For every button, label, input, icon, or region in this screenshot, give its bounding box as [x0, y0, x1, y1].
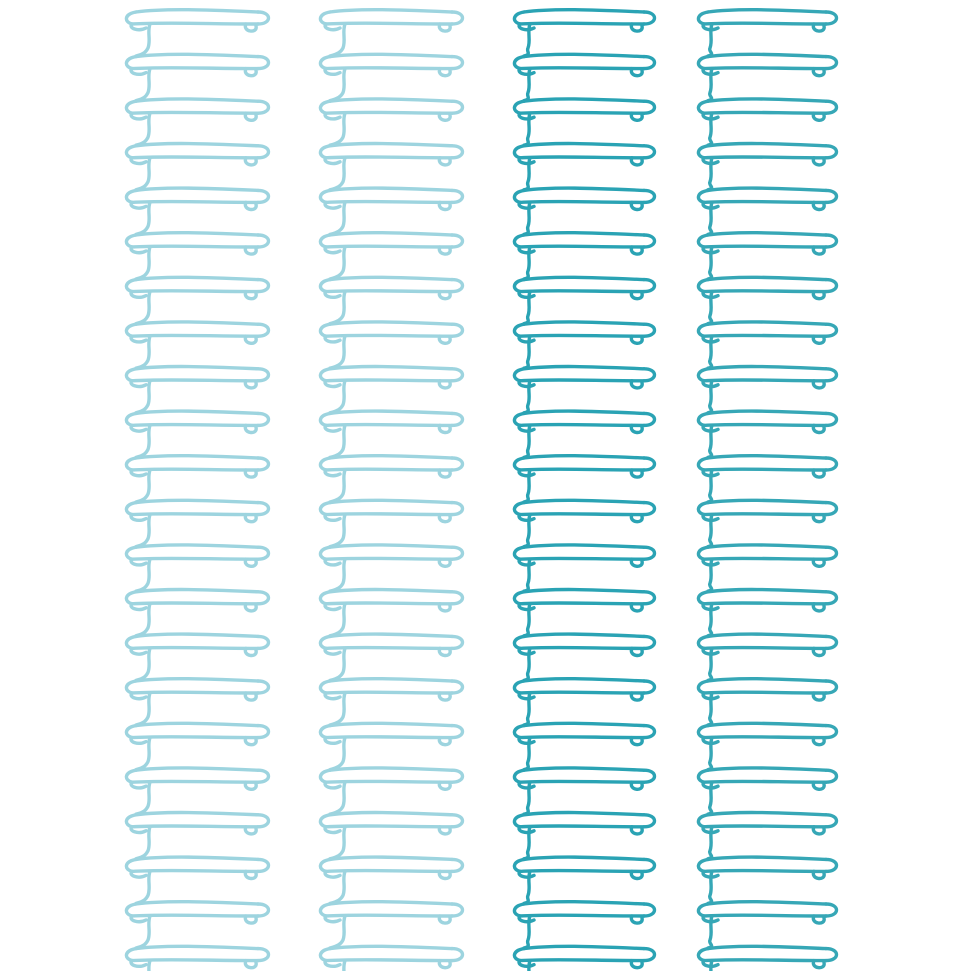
wire-loop-bottom — [704, 692, 826, 693]
wire-loop-bottom — [520, 603, 644, 604]
wire-loop-bottom — [704, 380, 826, 381]
wire-loop-bottom — [520, 781, 644, 782]
wire-loop-bottom — [520, 915, 644, 916]
wire-loop-bottom — [704, 23, 826, 24]
wire-loop-bottom — [520, 202, 644, 203]
wire-loop-bottom — [520, 425, 644, 426]
wire-loop-bottom — [520, 380, 644, 381]
wire-loop-bottom — [704, 915, 826, 916]
wire-loop-bottom — [704, 112, 826, 113]
wire-loop-bottom — [704, 425, 826, 426]
wire-loop-bottom — [704, 335, 826, 336]
wire-loop-bottom — [520, 558, 644, 559]
wire-loop-bottom — [704, 871, 826, 872]
wire-loop-bottom — [520, 23, 644, 24]
wire-loop-bottom — [520, 514, 644, 515]
wire-loop-bottom — [704, 826, 826, 827]
wire-loop-bottom — [704, 960, 826, 961]
wire-loop-bottom — [520, 246, 644, 247]
wire-loop-bottom — [704, 157, 826, 158]
wire-loop-bottom — [704, 603, 826, 604]
wire-loop-bottom — [520, 960, 644, 961]
wire-loop-bottom — [704, 246, 826, 247]
wire-loop-bottom — [520, 157, 644, 158]
wire-loop-bottom — [520, 692, 644, 693]
wire-loop-bottom — [704, 514, 826, 515]
wire-loop-bottom — [520, 648, 644, 649]
wire-loop-bottom — [520, 335, 644, 336]
wire-loop-bottom — [520, 291, 644, 292]
wire-loop-bottom — [704, 737, 826, 738]
wire-loop-bottom — [520, 871, 644, 872]
wire-loop-bottom — [520, 826, 644, 827]
wire-loop-bottom — [704, 781, 826, 782]
wire-loop-bottom — [704, 648, 826, 649]
wire-loop-bottom — [520, 737, 644, 738]
wire-loop-bottom — [520, 112, 644, 113]
wire-loop-bottom — [704, 469, 826, 470]
wire-loop-bottom — [520, 68, 644, 69]
wire-loop-bottom — [520, 469, 644, 470]
wire-loop-bottom — [704, 68, 826, 69]
wire-loop-bottom — [704, 202, 826, 203]
wire-loop-bottom — [704, 291, 826, 292]
wire-loop-bottom — [704, 558, 826, 559]
